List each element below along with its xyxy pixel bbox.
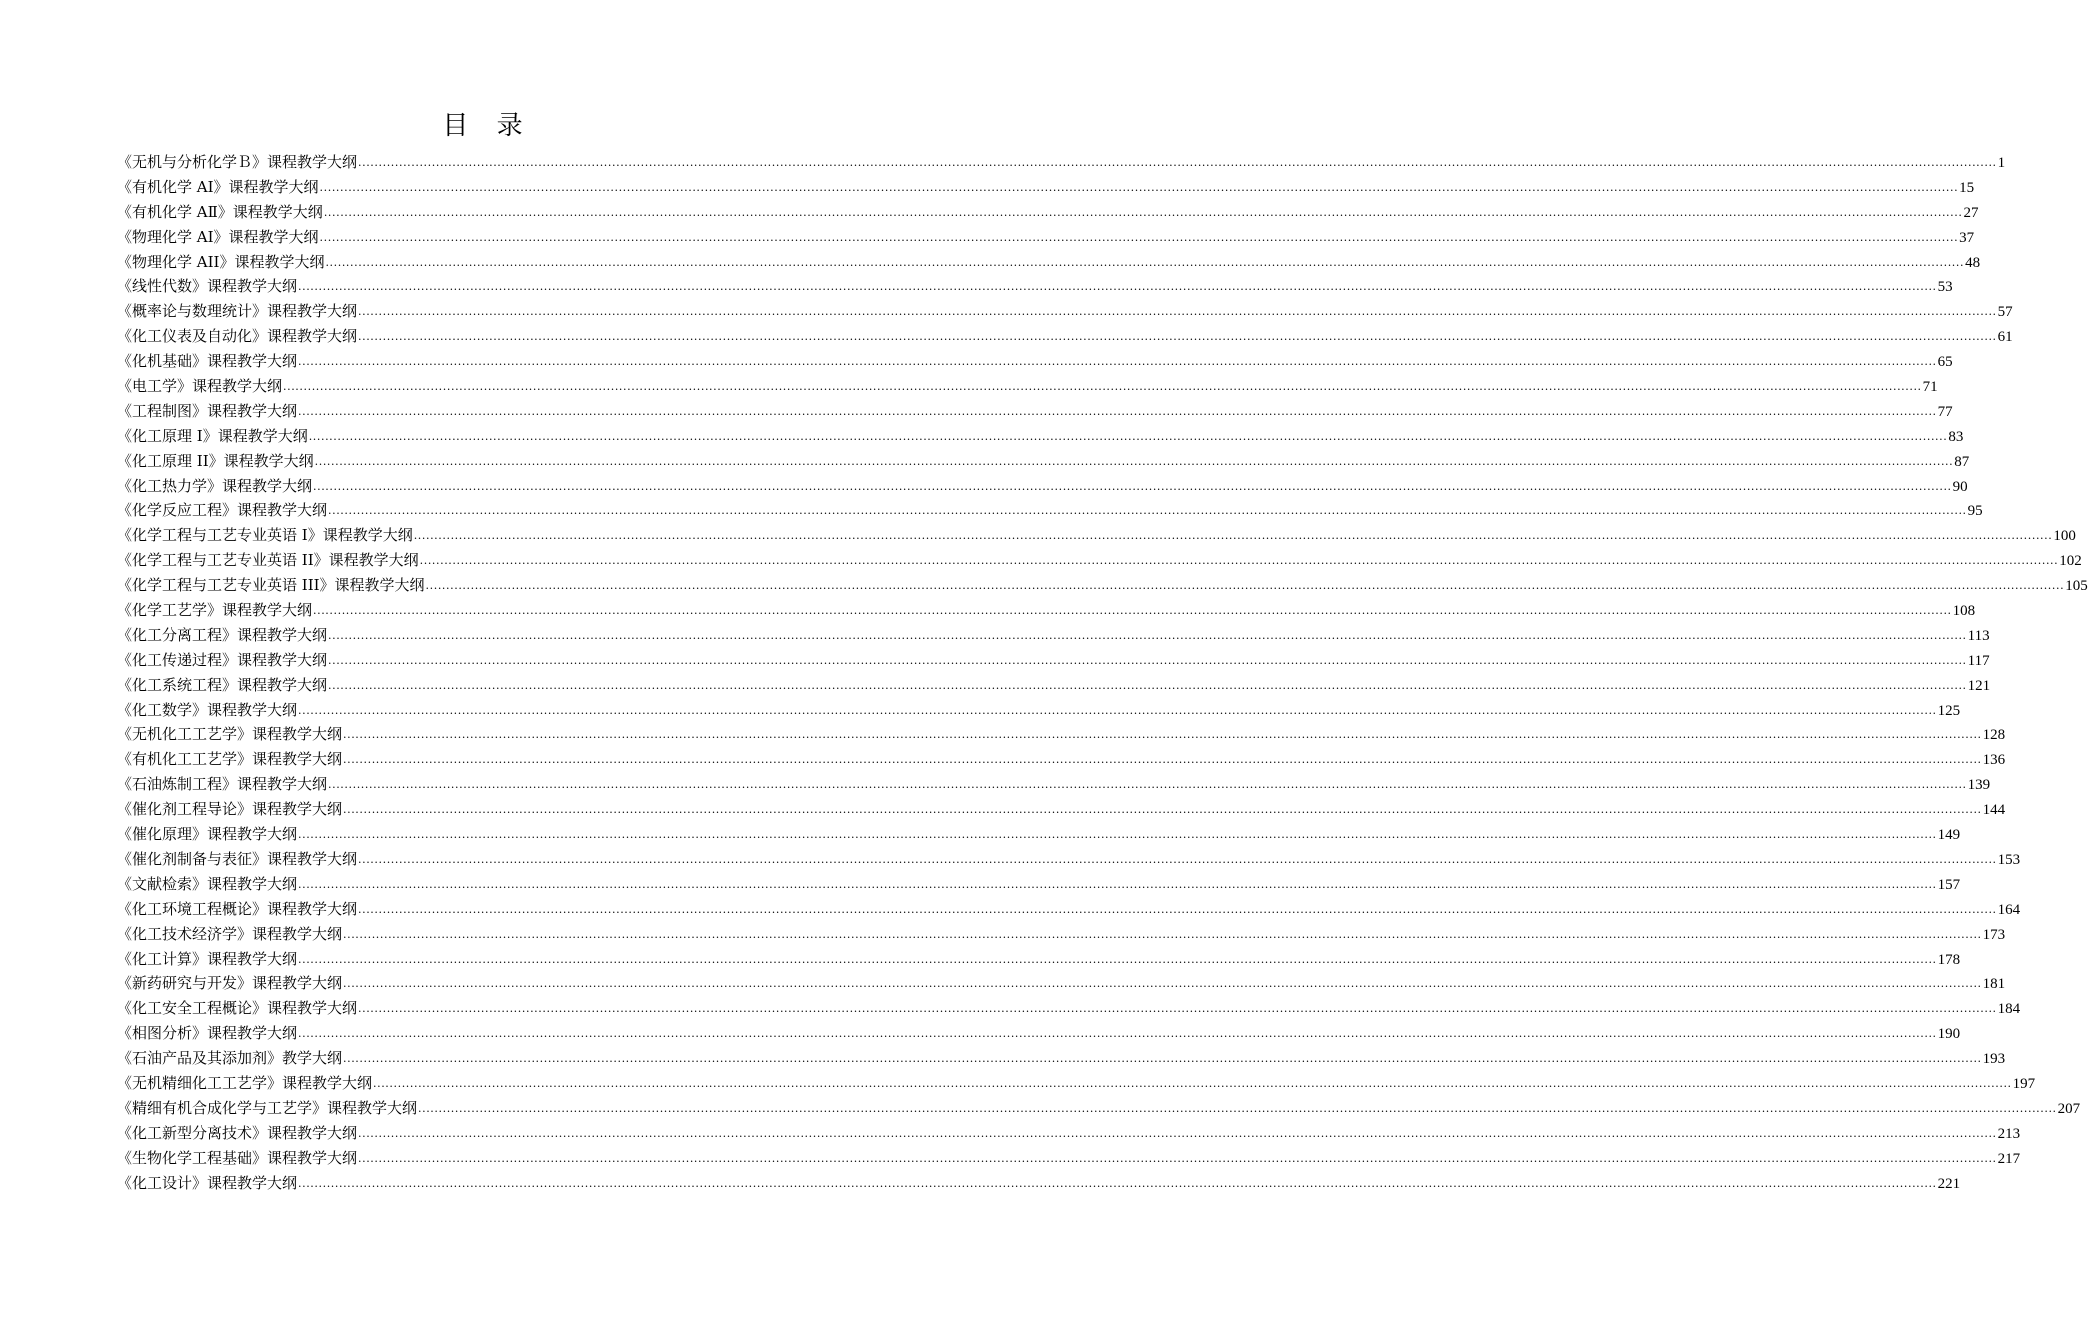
toc-entry[interactable] (117, 971, 2006, 996)
toc-entry[interactable] (117, 722, 2006, 747)
toc-entry-title: 《物理化学 AI》课程教学大纲 (117, 227, 319, 246)
toc-dot-leader: ................................................................................................................................................................................................................................................................................................................................................................................................................ (298, 280, 1937, 294)
toc-entry[interactable] (117, 897, 2021, 922)
toc-entry-title: 《化工仪表及自动化》课程教学大纲 (117, 327, 358, 346)
toc-entry-page-number: 190 (1937, 1026, 1961, 1043)
toc-entry-page-number: 90 (1952, 478, 1968, 495)
toc-entry-page-number: 144 (1982, 802, 2006, 819)
toc-entry-title: 《工程制图》课程教学大纲 (117, 401, 298, 420)
toc-entry[interactable] (117, 598, 1976, 623)
toc-entry-title: 《化工计算》课程教学大纲 (117, 949, 298, 968)
toc-entry-title: 《化工环境工程概论》课程教学大纲 (117, 899, 358, 918)
toc-entry[interactable] (117, 623, 1990, 648)
toc-entry-title: 《化学工程与工艺专业英语 III》课程教学大纲 (117, 576, 425, 595)
toc-entry-page-number: 121 (1967, 677, 1991, 694)
toc-entry[interactable] (117, 1146, 2021, 1171)
toc-entry-page-number: 87 (1954, 453, 1970, 470)
toc-entry-page-number: 53 (1937, 279, 1953, 296)
toc-entry[interactable] (117, 225, 1975, 250)
toc-dot-leader: ................................................................................................................................................................................................................................................................................................................................................................................................................ (298, 404, 1937, 418)
toc-entry[interactable] (117, 872, 1961, 897)
toc-entry-title: 《无机化工工艺学》课程教学大纲 (117, 725, 343, 744)
toc-dot-leader: ................................................................................................................................................................................................................................................................................................................................................................................................................ (418, 1101, 2057, 1115)
toc-entry-title: 《化工技术经济学》课程教学大纲 (117, 924, 343, 943)
toc-entry-page-number: 184 (1997, 1001, 2021, 1018)
toc-dot-leader: ................................................................................................................................................................................................................................................................................................................................................................................................................ (358, 1002, 1997, 1016)
toc-dot-leader: ................................................................................................................................................................................................................................................................................................................................................................................................................ (325, 255, 1965, 269)
toc-entry[interactable] (117, 648, 1990, 673)
page-title: 目 录 (442, 111, 533, 141)
toc-dot-leader: ................................................................................................................................................................................................................................................................................................................................................................................................................ (358, 1126, 1997, 1140)
toc-entry-page-number: 178 (1937, 951, 1961, 968)
toc-entry[interactable] (117, 250, 1981, 275)
toc-entry-title: 《化学工程与工艺专业英语 I》课程教学大纲 (117, 526, 413, 545)
toc-entry-page-number: 108 (1952, 603, 1976, 620)
toc-entry-page-number: 48 (1965, 254, 1981, 271)
toc-entry[interactable] (117, 175, 1975, 200)
toc-entry-page-number: 95 (1967, 503, 1983, 520)
toc-dot-leader: ................................................................................................................................................................................................................................................................................................................................................................................................................ (298, 1027, 1937, 1041)
toc-entry-title: 《无机精细化工工艺学》课程教学大纲 (117, 1073, 373, 1092)
toc-entry-page-number: 77 (1937, 403, 1953, 420)
toc-entry[interactable] (117, 150, 2006, 175)
toc-entry[interactable] (117, 1121, 2021, 1146)
toc-entry[interactable] (117, 349, 1953, 374)
toc-entry-page-number: 221 (1937, 1175, 1961, 1192)
toc-entry-page-number: 125 (1937, 702, 1961, 719)
toc-dot-leader: ................................................................................................................................................................................................................................................................................................................................................................................................................ (413, 529, 2053, 543)
toc-entry-page-number: 61 (1997, 329, 2013, 346)
toc-entry[interactable] (117, 698, 1961, 723)
toc-entry[interactable] (117, 747, 2006, 772)
toc-entry[interactable] (117, 847, 2021, 872)
toc-entry-page-number: 102 (2059, 553, 2082, 570)
toc-entry-page-number: 181 (1982, 976, 2006, 993)
toc-entry-page-number: 15 (1959, 179, 1975, 196)
toc-entry-page-number: 149 (1937, 827, 1961, 844)
toc-entry-page-number: 136 (1982, 752, 2006, 769)
toc-entry-title: 《电工学》课程教学大纲 (117, 377, 283, 396)
toc-entry-page-number: 197 (2012, 1075, 2036, 1092)
toc-entry-page-number: 83 (1948, 428, 1964, 445)
toc-entry-page-number: 105 (2065, 578, 2088, 595)
toc-entry-title: 《概率论与数理统计》课程教学大纲 (117, 302, 358, 321)
toc-entry-page-number: 193 (1982, 1051, 2006, 1068)
toc-dot-leader: ................................................................................................................................................................................................................................................................................................................................................................................................................ (343, 1052, 1982, 1066)
toc-dot-leader: ................................................................................................................................................................................................................................................................................................................................................................................................................ (328, 504, 1967, 518)
toc-entry[interactable] (117, 947, 1961, 972)
toc-entry-title: 《新药研究与开发》课程教学大纲 (117, 974, 343, 993)
toc-entry-title: 《文献检索》课程教学大纲 (117, 874, 298, 893)
toc-entry[interactable] (117, 1071, 2036, 1096)
toc-dot-leader: ................................................................................................................................................................................................................................................................................................................................................................................................................ (328, 653, 1967, 667)
toc-entry-title: 《化工分离工程》课程教学大纲 (117, 625, 328, 644)
toc-entry[interactable] (117, 797, 2006, 822)
toc-entry-title: 《化工原理 II》课程教学大纲 (117, 451, 314, 470)
toc-entry[interactable] (117, 1021, 1961, 1046)
toc-dot-leader: ................................................................................................................................................................................................................................................................................................................................................................................................................ (313, 479, 1952, 493)
toc-entry-page-number: 57 (1997, 304, 2013, 321)
toc-entry-title: 《化工新型分离技术》课程教学大纲 (117, 1123, 358, 1142)
toc-entry[interactable] (117, 573, 2088, 598)
toc-entry-page-number: 117 (1967, 652, 1990, 669)
toc-entry-title: 《化学反应工程》课程教学大纲 (117, 501, 328, 520)
toc-entry-page-number: 139 (1967, 777, 1991, 794)
toc-entry[interactable] (117, 772, 1991, 797)
toc-dot-leader: ................................................................................................................................................................................................................................................................................................................................................................................................................ (298, 877, 1937, 891)
toc-dot-leader: ................................................................................................................................................................................................................................................................................................................................................................................................................ (298, 355, 1937, 369)
toc-dot-leader: ................................................................................................................................................................................................................................................................................................................................................................................................................ (319, 180, 1959, 194)
toc-entry-title: 《化工设计》课程教学大纲 (117, 1173, 298, 1192)
toc-entry-title: 《催化原理》课程教学大纲 (117, 825, 298, 844)
toc-entry-title: 《相图分析》课程教学大纲 (117, 1024, 298, 1043)
toc-entry[interactable] (117, 374, 1938, 399)
toc-dot-leader: ................................................................................................................................................................................................................................................................................................................................................................................................................ (358, 330, 1997, 344)
toc-dot-leader: ................................................................................................................................................................................................................................................................................................................................................................................................................ (358, 1151, 1997, 1165)
toc-entry-page-number: 27 (1963, 204, 1979, 221)
toc-entry[interactable] (117, 474, 1968, 499)
toc-entry-title: 《石油产品及其添加剂》教学大纲 (117, 1049, 343, 1068)
toc-dot-leader: ................................................................................................................................................................................................................................................................................................................................................................................................................ (343, 728, 1982, 742)
toc-entry-page-number: 1 (1997, 155, 2006, 171)
toc-entry-title: 《化学工艺学》课程教学大纲 (117, 601, 313, 620)
toc-entry-title: 《有机化学 AⅡ》课程教学大纲 (117, 202, 323, 221)
toc-entry-page-number: 37 (1959, 229, 1975, 246)
toc-entry-page-number: 65 (1937, 354, 1953, 371)
toc-dot-leader: ................................................................................................................................................................................................................................................................................................................................................................................................................ (328, 628, 1967, 642)
toc-dot-leader: ................................................................................................................................................................................................................................................................................................................................................................................................................ (425, 579, 2065, 593)
toc-dot-leader: ................................................................................................................................................................................................................................................................................................................................................................................................................ (328, 778, 1967, 792)
toc-entry-title: 《化工原理 I》课程教学大纲 (117, 426, 308, 445)
toc-entry-page-number: 207 (2057, 1100, 2081, 1117)
toc-dot-leader: ................................................................................................................................................................................................................................................................................................................................................................................................................ (308, 429, 1948, 443)
toc-entry[interactable] (117, 1096, 2081, 1121)
toc-dot-leader: ................................................................................................................................................................................................................................................................................................................................................................................................................ (319, 230, 1959, 244)
toc-dot-leader: ................................................................................................................................................................................................................................................................................................................................................................................................................ (358, 902, 1997, 916)
toc-entry-title: 《石油炼制工程》课程教学大纲 (117, 775, 328, 794)
toc-entry[interactable] (117, 200, 1979, 225)
toc-dot-leader: ................................................................................................................................................................................................................................................................................................................................................................................................................ (343, 803, 1982, 817)
toc-entry-title: 《精细有机合成化学与工艺学》课程教学大纲 (117, 1098, 418, 1117)
toc-dot-leader: ................................................................................................................................................................................................................................................................................................................................................................................................................ (323, 205, 1963, 219)
toc-dot-leader: ................................................................................................................................................................................................................................................................................................................................................................................................................ (358, 852, 1997, 866)
toc-entry-title: 《化工安全工程概论》课程教学大纲 (117, 999, 358, 1018)
toc-entry-title: 《线性代数》课程教学大纲 (117, 277, 298, 296)
toc-entry-page-number: 100 (2053, 528, 2076, 545)
toc-entry-title: 《化机基础》课程教学大纲 (117, 352, 298, 371)
toc-entry-page-number: 213 (1997, 1125, 2021, 1142)
toc-dot-leader: ................................................................................................................................................................................................................................................................................................................................................................................................................ (328, 678, 1967, 692)
toc-dot-leader: ................................................................................................................................................................................................................................................................................................................................................................................................................ (419, 554, 2059, 568)
toc-entry[interactable] (117, 1171, 1961, 1196)
toc-entry-page-number: 128 (1982, 727, 2006, 744)
toc-entry-title: 《有机化工工艺学》课程教学大纲 (117, 750, 343, 769)
toc-dot-leader: ................................................................................................................................................................................................................................................................................................................................................................................................................ (373, 1076, 2012, 1090)
toc-entry[interactable] (117, 498, 1983, 523)
toc-dot-leader: ................................................................................................................................................................................................................................................................................................................................................................................................................ (298, 1176, 1937, 1190)
toc-dot-leader: ................................................................................................................................................................................................................................................................................................................................................................................................................ (298, 703, 1937, 717)
toc-entry-page-number: 113 (1967, 627, 1990, 644)
toc-entry[interactable] (117, 822, 1961, 847)
toc-entry-title: 《催化剂制备与表征》课程教学大纲 (117, 849, 358, 868)
toc-entry-title: 《生物化学工程基础》课程教学大纲 (117, 1148, 358, 1167)
toc-entry[interactable] (117, 399, 1953, 424)
toc-entry[interactable] (117, 424, 1964, 449)
table-of-contents (117, 150, 2088, 1195)
toc-dot-leader: ................................................................................................................................................................................................................................................................................................................................................................................................................ (298, 828, 1937, 842)
toc-entry[interactable] (117, 274, 1953, 299)
toc-dot-leader: ................................................................................................................................................................................................................................................................................................................................................................................................................ (343, 927, 1982, 941)
toc-entry-title: 《化工传递过程》课程教学大纲 (117, 650, 328, 669)
toc-entry-title: 《无机与分析化学Ｂ》课程教学大纲 (117, 153, 358, 171)
toc-entry[interactable] (117, 299, 2013, 324)
toc-entry-title: 《化工热力学》课程教学大纲 (117, 476, 313, 495)
toc-entry-page-number: 157 (1937, 876, 1961, 893)
toc-dot-leader: ................................................................................................................................................................................................................................................................................................................................................................................................................ (283, 380, 1922, 394)
toc-entry-title: 《催化剂工程导论》课程教学大纲 (117, 800, 343, 819)
toc-dot-leader: ................................................................................................................................................................................................................................................................................................................................................................................................................ (343, 977, 1982, 991)
toc-entry[interactable] (117, 673, 1991, 698)
toc-entry[interactable] (117, 996, 2021, 1021)
toc-entry-page-number: 153 (1997, 851, 2021, 868)
toc-entry-title: 《化工数学》课程教学大纲 (117, 700, 298, 719)
toc-entry[interactable] (117, 922, 2006, 947)
toc-entry[interactable] (117, 548, 2082, 573)
toc-dot-leader: ................................................................................................................................................................................................................................................................................................................................................................................................................ (343, 753, 1982, 767)
toc-entry[interactable] (117, 449, 1970, 474)
toc-entry-page-number: 71 (1922, 379, 1938, 396)
toc-dot-leader: ................................................................................................................................................................................................................................................................................................................................................................................................................ (314, 454, 1954, 468)
toc-entry-title: 《物理化学 AII》课程教学大纲 (117, 252, 325, 271)
toc-dot-leader: ................................................................................................................................................................................................................................................................................................................................................................................................................ (298, 952, 1937, 966)
toc-dot-leader: ................................................................................................................................................................................................................................................................................................................................................................................................................ (358, 156, 1997, 169)
toc-entry[interactable] (117, 1046, 2006, 1071)
toc-entry-page-number: 164 (1997, 901, 2021, 918)
toc-entry[interactable] (117, 324, 2013, 349)
toc-entry-title: 《有机化学 AI》课程教学大纲 (117, 177, 319, 196)
toc-entry-title: 《化学工程与工艺专业英语 II》课程教学大纲 (117, 551, 419, 570)
toc-entry-title: 《化工系统工程》课程教学大纲 (117, 675, 328, 694)
toc-entry-page-number: 173 (1982, 926, 2006, 943)
toc-entry[interactable] (117, 523, 2076, 548)
toc-dot-leader: ................................................................................................................................................................................................................................................................................................................................................................................................................ (358, 305, 1997, 319)
toc-entry-page-number: 217 (1997, 1150, 2021, 1167)
toc-dot-leader: ................................................................................................................................................................................................................................................................................................................................................................................................................ (313, 604, 1952, 618)
